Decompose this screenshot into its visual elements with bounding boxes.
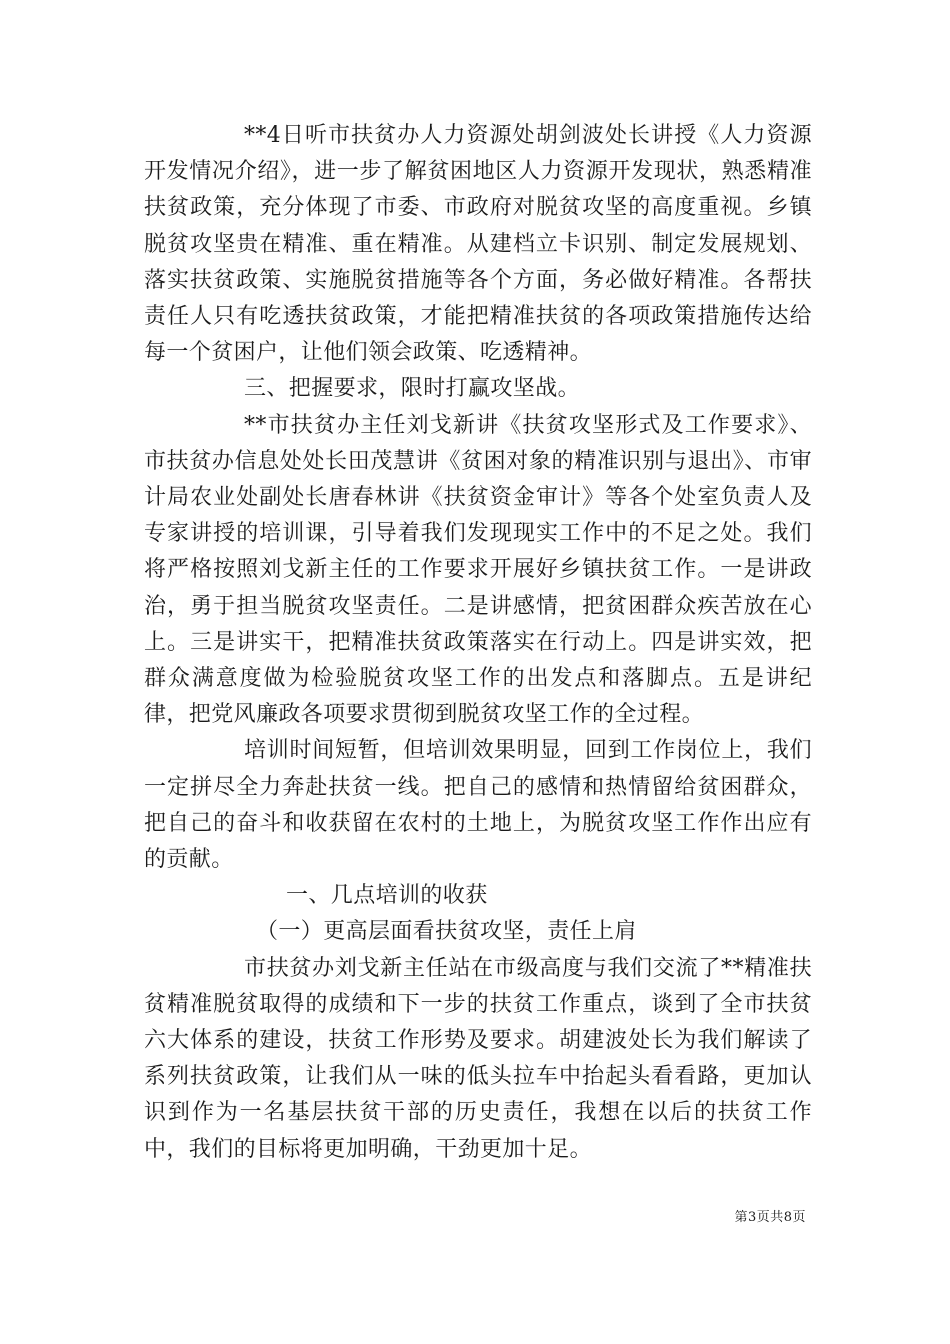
paragraph-training-courses: **市扶贫办主任刘戈新讲《扶贫攻坚形式及工作要求》、市扶贫办信息处处长田茂慧讲《贫困对象的精准识别与退出》、市审计局农业处副处长唐春林讲《扶贫资金审计》等各个处室负责人及专家讲授的培训课，引导着我们发现现实工作中的不足之处。我们将严格按照刘戈新主任的工作要求开展好乡镇扶贫工作。一是讲政治，勇于担当脱贫攻坚责任。二是讲感情，把贫困群众疾苦放在心上。三是讲实干，把精准扶贫政策落实在行动上。四是讲实效，把群众满意度做为检验脱贫攻坚工作的出发点和落脚点。五是讲纪律，把党风廉政各项要求贯彻到脱贫攻坚工作的全过程。 — [144, 412, 812, 728]
paragraph-conclusion: 培训时间短暂，但培训效果明显，回到工作岗位上，我们一定拼尽全力奔赴扶贫一线。把自己的感情和热情留给贫困群众，把自己的奋斗和收获留在农村的土地上，为脱贫攻坚工作作出应有的贡献。 — [144, 738, 812, 873]
document-body — [144, 118, 812, 1168]
section-heading-three: 三、把握要求，限时打赢攻坚战。 — [244, 376, 581, 402]
subsection-heading-one: （一）更高层面看扶贫攻坚，责任上肩 — [256, 919, 637, 945]
section-heading-one: 一、几点培训的收获 — [286, 883, 488, 909]
page-number: 第3页共8页 — [734, 1210, 806, 1225]
paragraph-higher-level: 市扶贫办刘戈新主任站在市级高度与我们交流了**精准扶贫精准脱贫取得的成绩和下一步的扶贫工作重点，谈到了全市扶贫六大体系的建设，扶贫工作形势及要求。胡建波处长为我们解读了系列扶贫政策，让我们从一味的低头拉车中抬起头看看路，更加认识到作为一名基层扶贫干部的历史责任，我想在以后的扶贫工作中，我们的目标将更加明确，干劲更加十足。 — [144, 955, 812, 1162]
paragraph-hr-training: **4日听市扶贫办人力资源处胡剑波处长讲授《人力资源开发情况介绍》，进一步了解贫困地区人力资源开发现状，熟悉精准扶贫政策，充分体现了市委、市政府对脱贫攻坚的高度重视。乡镇脱贫攻坚贵在精准、重在精准。从建档立卡识别、制定发展规划、落实扶贫政策、实施脱贫措施等各个方面，务必做好精准。各帮扶责任人只有吃透扶贫政策，才能把精准扶贫的各项政策措施传达给每一个贫困户，让他们领会政策、吃透精神。 — [144, 123, 812, 366]
